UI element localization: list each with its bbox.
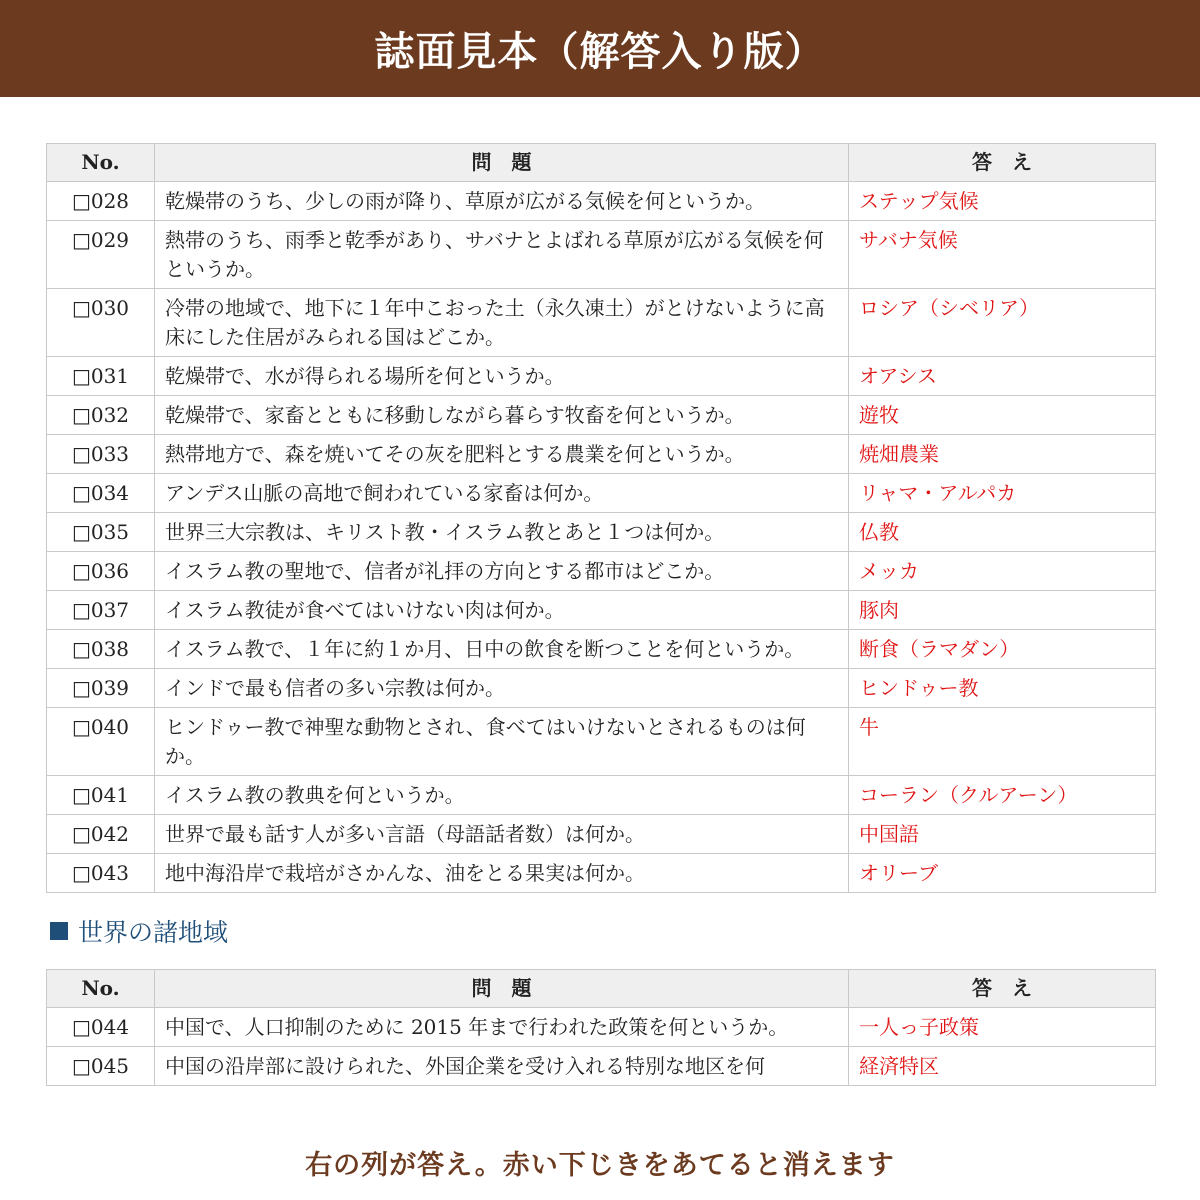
question-text: 熱帯地方で、森を焼いてその灰を肥料とする農業を何というか。 (155, 435, 849, 474)
table-row (47, 591, 1156, 630)
question-text: 乾燥帯で、水が得られる場所を何というか。 (155, 357, 849, 396)
question-text: インドで最も信者の多い宗教は何か。 (155, 669, 849, 708)
question-number: □043 (47, 854, 155, 893)
table-header-row (47, 144, 1156, 182)
table-row (47, 221, 1156, 289)
table-row (47, 289, 1156, 357)
question-text: アンデス山脈の高地で飼われている家畜は何か。 (155, 474, 849, 513)
table-row (47, 357, 1156, 396)
table-row (47, 396, 1156, 435)
question-number: □033 (47, 435, 155, 474)
table-row (47, 552, 1156, 591)
question-number: □031 (47, 357, 155, 396)
question-number: □032 (47, 396, 155, 435)
question-text: 中国で、人口抑制のために 2015 年まで行われた政策を何というか。 (155, 1008, 849, 1047)
table-row (47, 182, 1156, 221)
question-number: □036 (47, 552, 155, 591)
answer-text: 牛 (849, 708, 1156, 776)
question-text: 中国の沿岸部に設けられた、外国企業を受け入れる特別な地区を何 (155, 1047, 849, 1086)
answer-text: サバナ気候 (849, 221, 1156, 289)
question-number: □042 (47, 815, 155, 854)
answer-text: 一人っ子政策 (849, 1008, 1156, 1047)
question-number: □034 (47, 474, 155, 513)
table-row (47, 776, 1156, 815)
answer-text: 断食（ラマダン） (849, 630, 1156, 669)
table-row (47, 854, 1156, 893)
table-row (47, 669, 1156, 708)
answer-text: 経済特区 (849, 1047, 1156, 1086)
table-row (47, 1008, 1156, 1047)
header-no: No. (47, 970, 155, 1008)
table-row (47, 630, 1156, 669)
question-text: 乾燥帯で、家畜とともに移動しながら暮らす牧畜を何というか。 (155, 396, 849, 435)
page-banner (0, 0, 1200, 97)
question-text: 世界で最も話す人が多い言語（母語話者数）は何か。 (155, 815, 849, 854)
footer-text: 右の列が答え。赤い下じきをあてると消えます (305, 1150, 895, 1181)
question-number: □045 (47, 1047, 155, 1086)
answer-text: コーラン（クルアーン） (849, 776, 1156, 815)
question-text: 地中海沿岸で栽培がさかんな、油をとる果実は何か。 (155, 854, 849, 893)
question-text: 世界三大宗教は、キリスト教・イスラム教とあと１つは何か。 (155, 513, 849, 552)
answer-text: メッカ (849, 552, 1156, 591)
table-row (47, 435, 1156, 474)
section-heading (46, 893, 1156, 969)
page-title: 誌面見本（解答入り版） (374, 29, 826, 75)
section-title: 世界の諸地域 (78, 918, 229, 947)
answer-text: 焼畑農業 (849, 435, 1156, 474)
answer-text: オリーブ (849, 854, 1156, 893)
question-text: イスラム教徒が食べてはいけない肉は何か。 (155, 591, 849, 630)
content-area (46, 143, 1156, 1125)
question-text: イスラム教の教典を何というか。 (155, 776, 849, 815)
question-number: □040 (47, 708, 155, 776)
header-no: No. (47, 144, 155, 182)
answer-text: リャマ・アルパカ (849, 474, 1156, 513)
answer-text: 豚肉 (849, 591, 1156, 630)
answer-text: ステップ気候 (849, 182, 1156, 221)
question-number: □028 (47, 182, 155, 221)
quiz-table-1 (46, 143, 1156, 893)
question-text: イスラム教で、１年に約１か月、日中の飲食を断つことを何というか。 (155, 630, 849, 669)
question-number: □039 (47, 669, 155, 708)
answer-text: 遊牧 (849, 396, 1156, 435)
header-answer: 答 え (849, 970, 1156, 1008)
header-question: 問 題 (155, 970, 849, 1008)
question-text: 冷帯の地域で、地下に１年中こおった土（永久凍土）がとけないように高床にした住居がみられる国はどこか。 (155, 289, 849, 357)
question-number: □030 (47, 289, 155, 357)
question-number: □038 (47, 630, 155, 669)
header-answer: 答 え (849, 144, 1156, 182)
table-row (47, 513, 1156, 552)
table-row (47, 708, 1156, 776)
square-bullet-icon (50, 922, 68, 940)
table-row (47, 474, 1156, 513)
question-text: 熱帯のうち、雨季と乾季があり、サバナとよばれる草原が広がる気候を何というか。 (155, 221, 849, 289)
quiz-table-2 (46, 969, 1156, 1086)
header-question: 問 題 (155, 144, 849, 182)
question-number: □037 (47, 591, 155, 630)
table-header-row (47, 970, 1156, 1008)
answer-text: オアシス (849, 357, 1156, 396)
question-text: イスラム教の聖地で、信者が礼拝の方向とする都市はどこか。 (155, 552, 849, 591)
question-number: □029 (47, 221, 155, 289)
table-row (47, 1047, 1156, 1086)
question-text: ヒンドゥー教で神聖な動物とされ、食べてはいけないとされるものは何か。 (155, 708, 849, 776)
question-text: 乾燥帯のうち、少しの雨が降り、草原が広がる気候を何というか。 (155, 182, 849, 221)
question-number: □035 (47, 513, 155, 552)
table-row (47, 815, 1156, 854)
question-number: □044 (47, 1008, 155, 1047)
footer-caption (0, 1125, 1200, 1200)
answer-text: 仏教 (849, 513, 1156, 552)
answer-text: ロシア（シベリア） (849, 289, 1156, 357)
answer-text: ヒンドゥー教 (849, 669, 1156, 708)
answer-text: 中国語 (849, 815, 1156, 854)
question-number: □041 (47, 776, 155, 815)
